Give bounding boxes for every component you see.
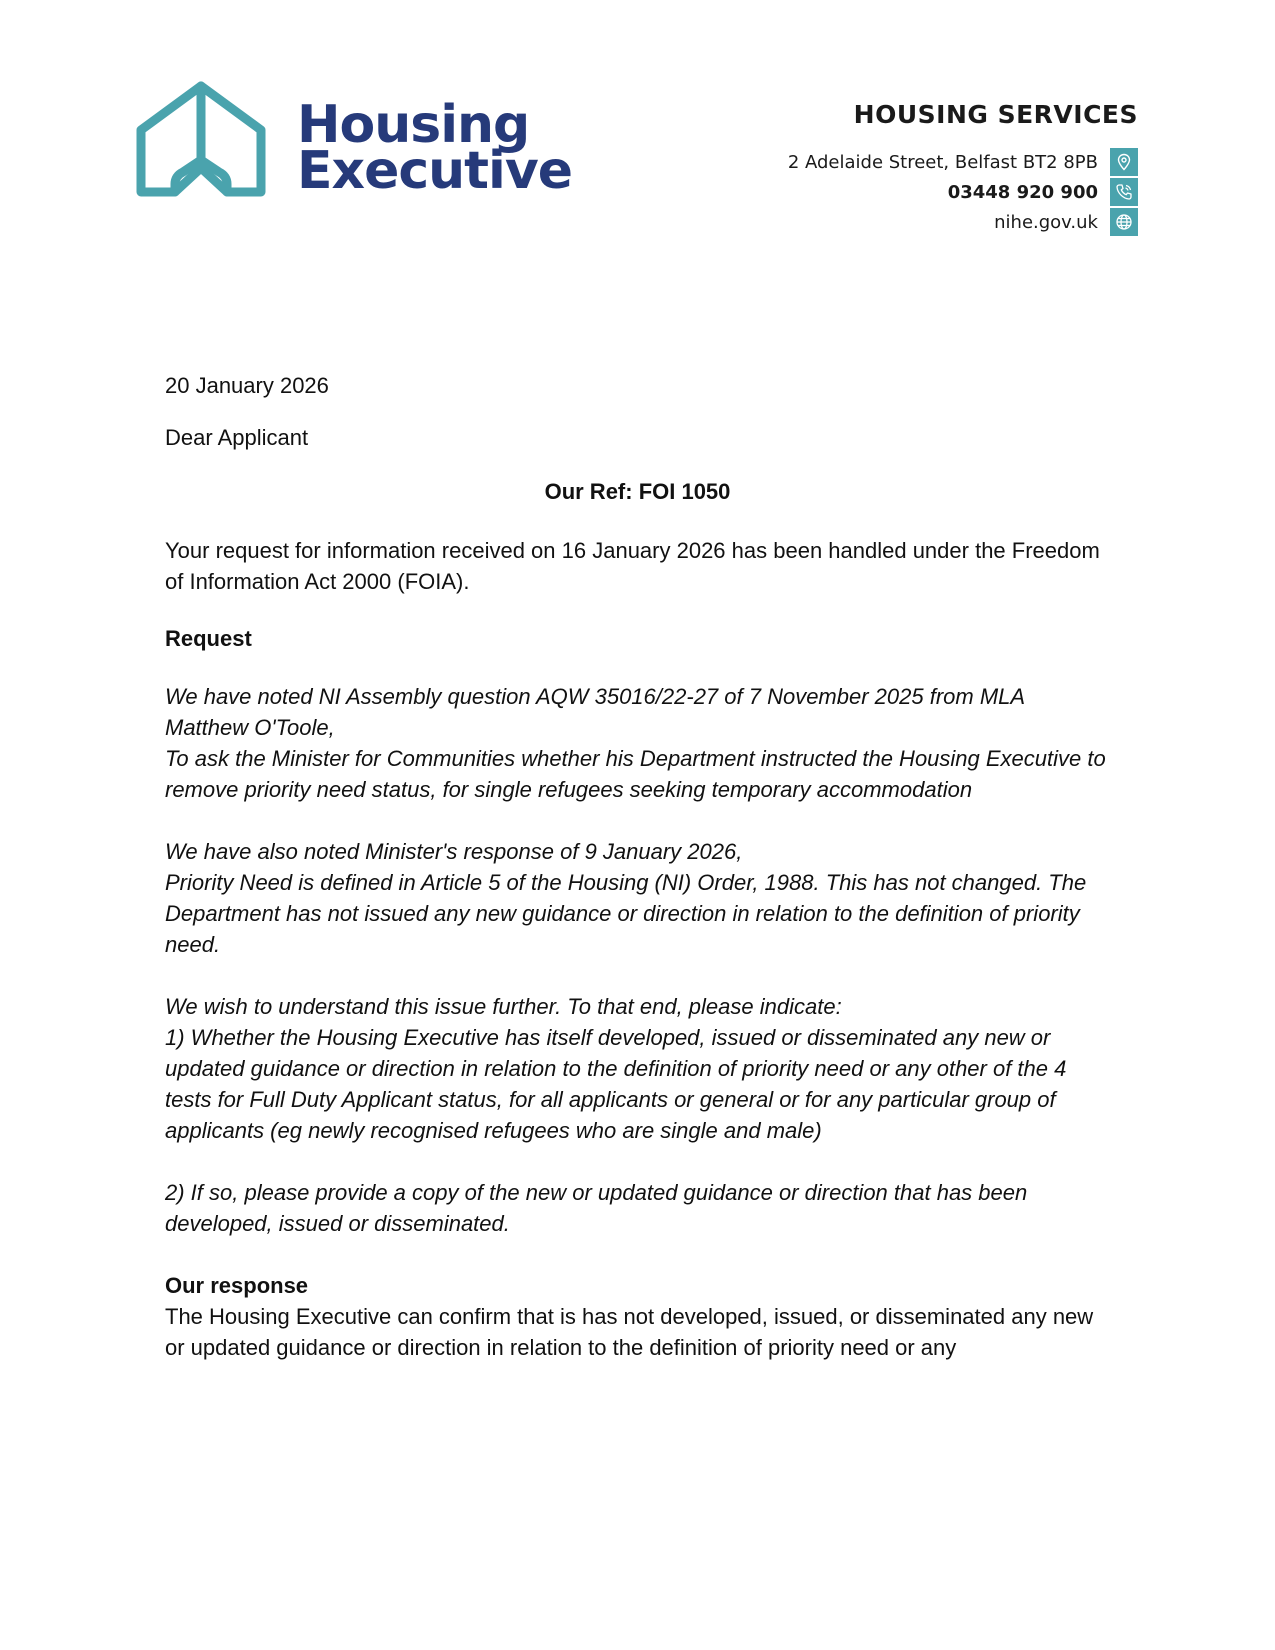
logo-line-1: Housing	[297, 95, 530, 155]
department-title: HOUSING SERVICES	[853, 100, 1138, 129]
letter-date: 20 January 2026	[165, 373, 329, 398]
request-quote-1	[165, 681, 1110, 805]
phone-number: 03448 920 900	[947, 181, 1098, 203]
intro-paragraph: Your request for information received on 16 January 2026 has been handled under the Freedom of Information Act 2000 (FOIA).	[165, 538, 1100, 594]
logo-wordmark	[297, 95, 573, 201]
phone-icon	[1110, 178, 1138, 206]
request-quote-4	[165, 1177, 1110, 1239]
letter-body	[165, 370, 1110, 1363]
address-text: 2 Adelaide Street, Belfast BT2 8PB	[787, 151, 1098, 173]
salutation: Dear Applicant	[165, 425, 309, 450]
quote-line: To ask the Minister for Communities whether his Department instructed the Housing Executive to remove priority need status, for single refugees seeking temporary accommodation	[165, 746, 1106, 802]
website-text: nihe.gov.uk	[994, 211, 1098, 233]
request-quote-3	[165, 991, 1110, 1146]
request-quote-2	[165, 836, 1110, 960]
address-row	[788, 147, 1138, 177]
website-row	[788, 207, 1138, 237]
quote-line: 1) Whether the Housing Executive has itself developed, issued or disseminated any new or updated guidance or direction in relation to the definition of priority need or any other of the 4 tests for Full Duty Applicant status, for all applicants or general or for any particular group of applicants (eg newly recognised refugees who are single and male)	[165, 1025, 1067, 1143]
globe-icon	[1110, 208, 1138, 236]
response-heading: Our response	[165, 1273, 309, 1298]
request-heading: Request	[165, 626, 252, 651]
quote-line: Priority Need is defined in Article 5 of the Housing (NI) Order, 1988. This has not changed. The Department has not issued any new guidance or direction in relation to the definition of priority need.	[165, 870, 1087, 957]
quote-line: We wish to understand this issue further. To that end, please indicate:	[165, 994, 842, 1019]
location-pin-icon	[1110, 148, 1138, 176]
quote-line: 2) If so, please provide a copy of the new or updated guidance or direction that has been developed, issued or disseminated.	[165, 1180, 1028, 1236]
phone-row	[788, 177, 1138, 207]
contact-block	[788, 100, 1138, 237]
housing-executive-logo	[135, 80, 573, 210]
quote-line: We have noted NI Assembly question AQW 35016/22-27 of 7 November 2025 from MLA Matthew O'Toole,	[165, 684, 1025, 740]
quote-line: We have also noted Minister's response of 9 January 2026,	[165, 839, 743, 864]
response-paragraph: The Housing Executive can confirm that is has not developed, issued, or disseminated any new or updated guidance or direction in relation to the definition of priority need or any	[165, 1304, 1094, 1360]
house-logo-icon	[135, 80, 275, 205]
logo-line-2: Executive	[297, 141, 573, 201]
reference-line: Our Ref: FOI 1050	[544, 479, 731, 504]
